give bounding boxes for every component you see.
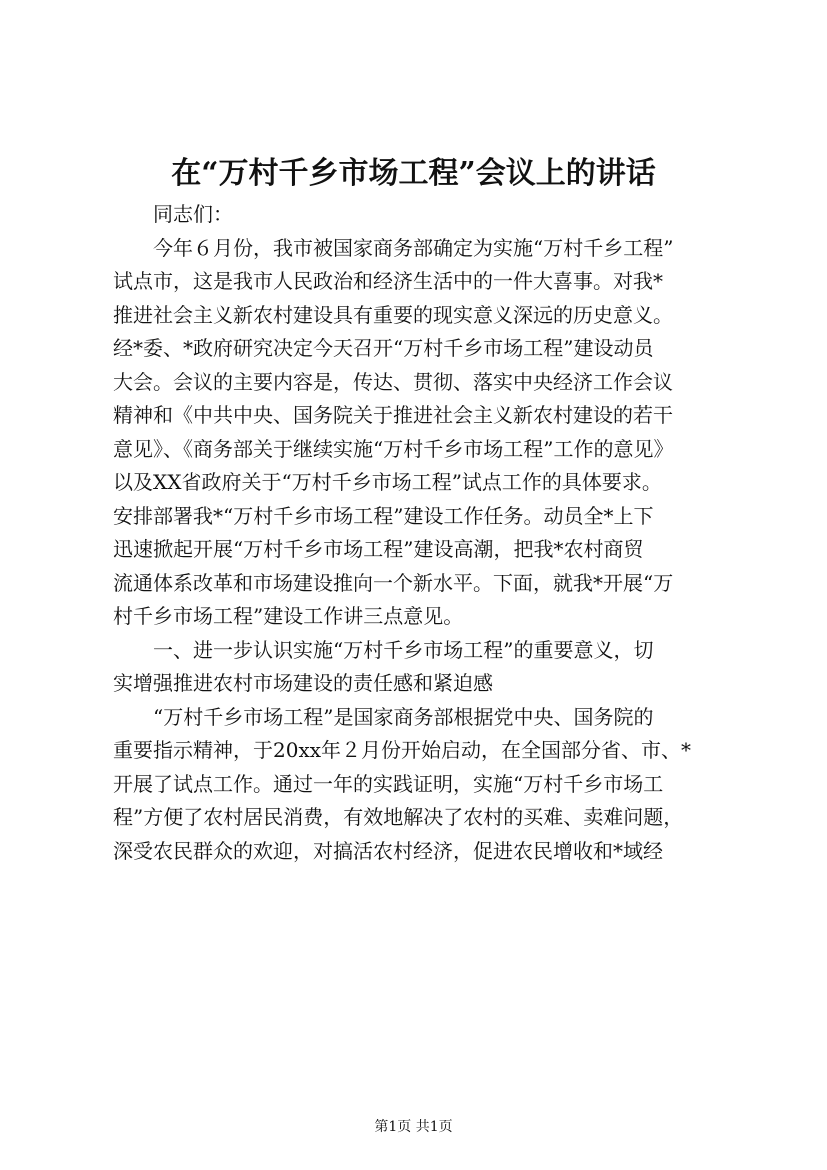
body-line: 大会。会议的主要内容是，传达、贯彻、落实中央经济工作会议 — [113, 369, 673, 394]
body-line: 试点市，这是我市人民政治和经济生活中的一件大喜事。对我* — [113, 269, 663, 293]
body-line: 深受农民群众的欢迎，对搞活农村经济，促进农民增收和*域经 — [113, 838, 663, 863]
body-line: “万村千乡市场工程”是国家商务部根据党中央、国务院的 — [153, 704, 654, 729]
body-line: 程”方便了农村居民消费，有效地解决了农村的买难、卖难问题， — [113, 805, 684, 829]
body-line: 意见》、《商务部关于继续实施“万村千乡市场工程”工作的意见》 — [113, 436, 674, 461]
document-title: 在“万村千乡市场工程”会议上的讲话 — [171, 156, 656, 191]
document-body — [113, 198, 763, 868]
body-line: 经*委、*政府研究决定今天召开“万村千乡市场工程”建设动员 — [113, 336, 654, 360]
body-line: 今年６月份，我市被国家商务部确定为实施“万村千乡工程” — [153, 235, 674, 260]
body-line: 村千乡市场工程”建设工作讲三点意见。 — [113, 604, 464, 628]
body-line: 开展了试点工作。通过一年的实践证明，实施“万村千乡市场工 — [113, 771, 664, 796]
body-line: 重要指示精神，于20xx年２月份开始启动，在全国部分省、市、* — [113, 738, 692, 762]
section-heading-line: 实增强推进农村市场建设的责任感和紧迫感 — [113, 671, 493, 695]
page-footer: 第1页 共1页 — [374, 1119, 453, 1135]
body-line: 精神和《中共中央、国务院关于推进社会主义新农村建设的若干 — [113, 403, 673, 427]
body-line: 以及XX省政府关于“万村千乡市场工程”试点工作的具体要求。 — [113, 470, 662, 494]
body-line: 推进社会主义新农村建设具有重要的现实意义深远的历史意义。 — [113, 302, 673, 327]
body-line: 流通体系改革和市场建设推向一个新水平。下面，就我*开展“万 — [113, 570, 674, 595]
section-heading-line: 一、进一步认识实施“万村千乡市场工程”的重要意义，切 — [153, 637, 654, 662]
body-line: 迅速掀起开展“万村千乡市场工程”建设高潮，把我*农村商贸 — [113, 537, 644, 561]
salutation-line: 同志们： — [153, 202, 233, 226]
body-line: 安排部署我*“万村千乡市场工程”建设工作任务。动员全*上下 — [113, 503, 654, 528]
